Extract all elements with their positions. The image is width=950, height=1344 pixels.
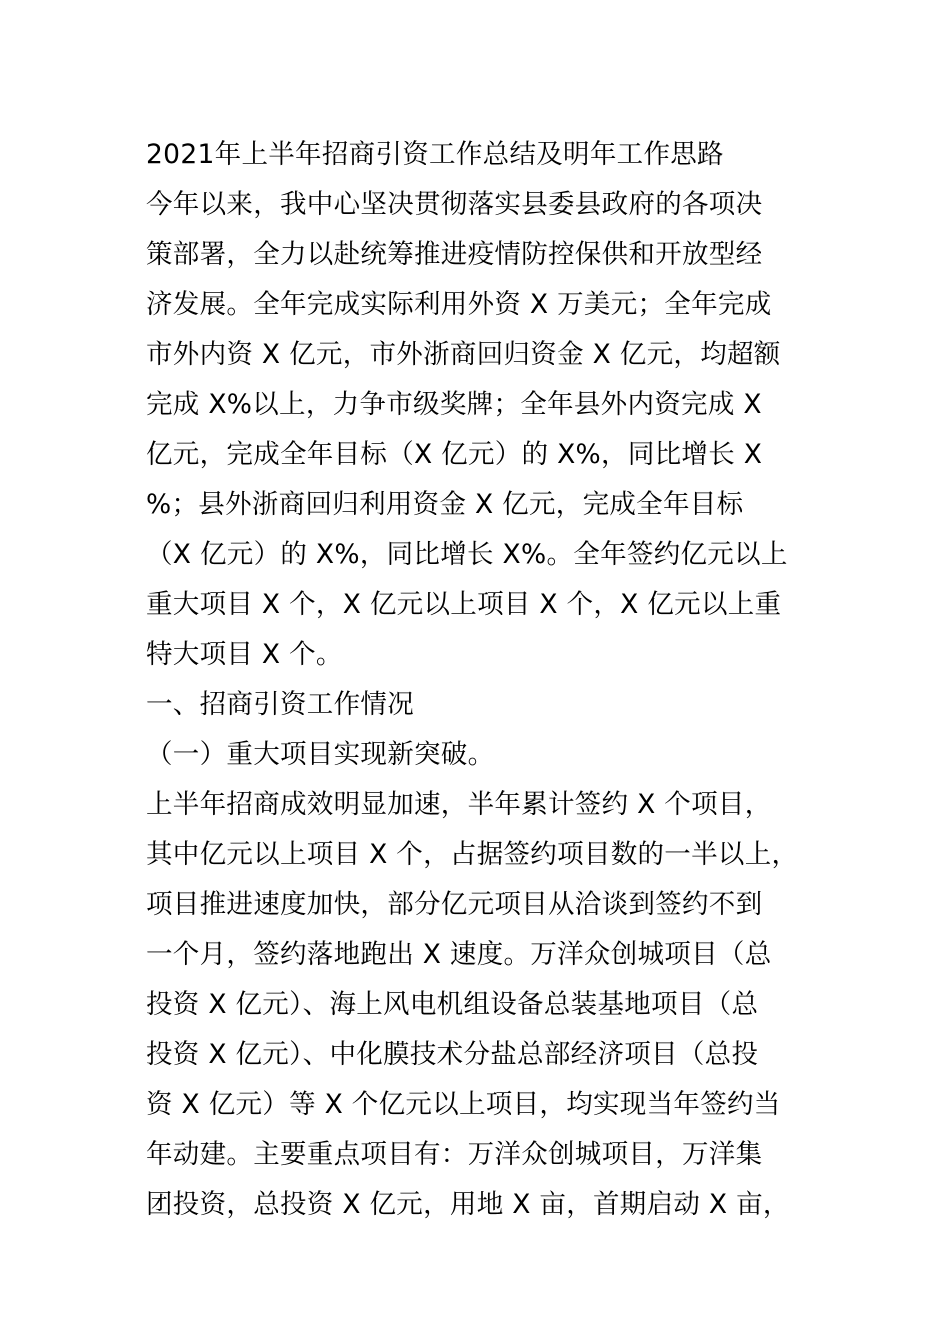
paragraph-line: 特大项目 X 个。: [146, 639, 343, 670]
document-body: [146, 130, 818, 1230]
section-heading: 一、招商引资工作情况: [146, 689, 414, 720]
paragraph-line: 完成 X%以上，力争市级奖牌；全年县外内资完成 X: [146, 389, 762, 420]
paragraph-line: （X 亿元）的 X%，同比增长 X%。全年签约亿元以上: [146, 539, 788, 570]
paragraph-line: 资 X 亿元）等 X 个亿元以上项目，均实现当年签约当: [146, 1089, 781, 1120]
paragraph-line: 亿元，完成全年目标（X 亿元）的 X%，同比增长 X: [146, 439, 763, 470]
paragraph-line: 团投资，总投资 X 亿元，用地 X 亩，首期启动 X 亩，: [146, 1189, 790, 1220]
paragraph-line: 投资 X 亿元）、海上风电机组设备总装基地项目（总: [146, 989, 759, 1020]
paragraph-line: %；县外浙商回归利用资金 X 亿元，完成全年目标: [146, 489, 744, 520]
paragraph-line: 年动建。主要重点项目有：万洋众创城项目，万洋集: [146, 1139, 763, 1170]
subsection-heading: （一）重大项目实现新突破。: [146, 739, 495, 770]
paragraph-line: 其中亿元以上项目 X 个，占据签约项目数的一半以上，: [146, 839, 799, 870]
paragraph-line: 今年以来，我中心坚决贯彻落实县委县政府的各项决: [146, 189, 763, 220]
paragraph-line: 策部署，全力以赴统筹推进疫情防控保供和开放型经: [146, 239, 763, 270]
paragraph-line: 项目推进速度加快，部分亿元项目从洽谈到签约不到: [146, 889, 763, 920]
document-title: 2021年上半年招商引资工作总结及明年工作思路: [146, 139, 724, 170]
paragraph-line: 投资 X 亿元）、中化膜技术分盐总部经济项目（总投: [146, 1039, 759, 1070]
paragraph-line: 济发展。全年完成实际利用外资 X 万美元；全年完成: [146, 289, 772, 320]
paragraph-line: 市外内资 X 亿元，市外浙商回归资金 X 亿元，均超额: [146, 339, 781, 370]
paragraph-line: 一个月，签约落地跑出 X 速度。万洋众创城项目（总: [146, 939, 772, 970]
paragraph-line: 上半年招商成效明显加速，半年累计签约 X 个项目，: [146, 789, 772, 820]
paragraph-line: 重大项目 X 个，X 亿元以上项目 X 个，X 亿元以上重: [146, 589, 782, 620]
